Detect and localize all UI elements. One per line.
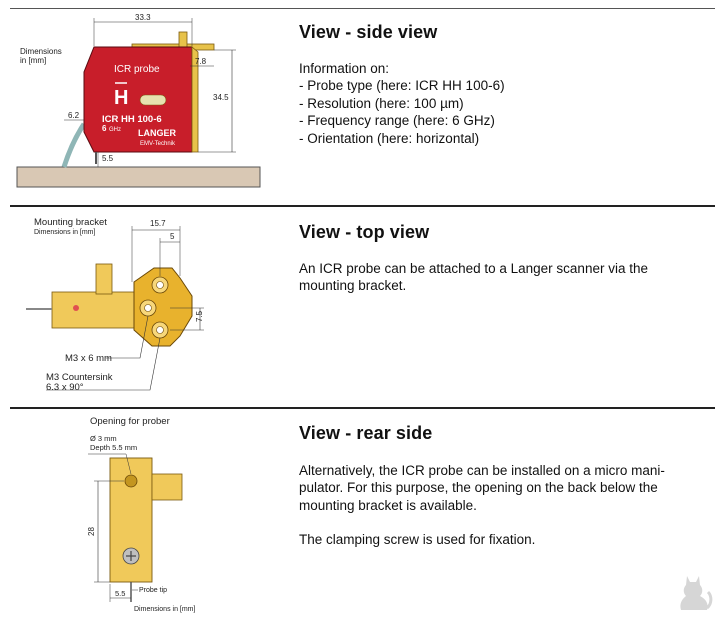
dim-width: 15.7 xyxy=(150,219,166,228)
dim-height: 34.5 xyxy=(213,93,229,102)
bracket-subtitle: Dimensions in [mm] xyxy=(34,229,96,236)
side-view-item: - Resolution (here: 100 µm) xyxy=(299,95,464,111)
countersink-size: 6.3 x 90° xyxy=(46,382,84,393)
dim-left: 6.2 xyxy=(68,111,80,120)
rear-view-text xyxy=(299,423,699,549)
hole-depth: Depth 5.5 mm xyxy=(90,443,138,452)
rear-view-paragraph: pulator. For this purpose, the opening on the back below the xyxy=(299,480,658,496)
rear-view-heading: View - rear side xyxy=(299,423,433,443)
dimensions-unit: in [mm] xyxy=(20,56,47,65)
dim-spacing: 7.5 xyxy=(195,310,204,322)
probe-frequency-unit: GHz xyxy=(109,127,121,133)
side-view-text xyxy=(299,22,699,147)
top-view-paragraph: mounting bracket. xyxy=(299,278,407,294)
brand-name: LANGER xyxy=(138,128,176,138)
section-divider xyxy=(10,407,715,409)
top-view-heading: View - top view xyxy=(299,222,430,242)
probe-frequency: 6 xyxy=(102,124,107,133)
dim-width: 33.3 xyxy=(135,13,151,22)
bracket-title: Mounting bracket xyxy=(34,217,107,228)
cat-icon xyxy=(673,568,713,612)
countersink-label: M3 Countersink xyxy=(46,372,113,383)
dim-height: 28 xyxy=(87,527,96,536)
side-view-item: - Orientation (here: horizontal) xyxy=(299,130,480,146)
dim-bottom: 5.5 xyxy=(115,589,126,598)
tip-label: Probe tip xyxy=(139,587,168,594)
screw-label: M3 x 6 mm xyxy=(65,353,112,364)
dim-top-right: 7.8 xyxy=(195,57,207,66)
top-view-text xyxy=(299,222,699,295)
probe-model: ICR HH 100-6 xyxy=(102,114,162,125)
dim-small: 5 xyxy=(170,232,175,241)
rear-view-paragraph: The clamping screw is used for fixation. xyxy=(299,532,536,548)
dimensions-note: Dimensions in [mm] xyxy=(134,606,196,613)
side-view-intro: Information on: xyxy=(299,61,390,76)
side-view-item: - Frequency range (here: 6 GHz) xyxy=(299,113,495,129)
section-divider xyxy=(10,205,715,207)
side-view-figure xyxy=(14,12,264,192)
brand-sub: EMV-Technik xyxy=(140,141,176,147)
hole-diameter: Ø 3 mm xyxy=(90,434,117,443)
rear-view-figure xyxy=(80,412,280,618)
top-view-paragraph: An ICR probe can be attached to a Langer scanner via the xyxy=(299,261,648,276)
rear-view-paragraph: mounting bracket is available. xyxy=(299,497,477,513)
side-view-heading: View - side view xyxy=(299,22,438,42)
probe-label: ICR probe xyxy=(114,64,160,75)
dim-bottom: 5.5 xyxy=(102,154,114,163)
rear-view-paragraph: Alternatively, the ICR probe can be installed on a micro mani- xyxy=(299,463,665,478)
probe-symbol: H xyxy=(114,87,129,109)
top-view-figure xyxy=(20,212,260,397)
side-view-item: - Probe type (here: ICR HH 100-6) xyxy=(299,78,505,94)
opening-title: Opening for prober xyxy=(90,416,170,427)
dimensions-label: Dimensions xyxy=(20,47,62,56)
top-divider xyxy=(10,8,715,9)
